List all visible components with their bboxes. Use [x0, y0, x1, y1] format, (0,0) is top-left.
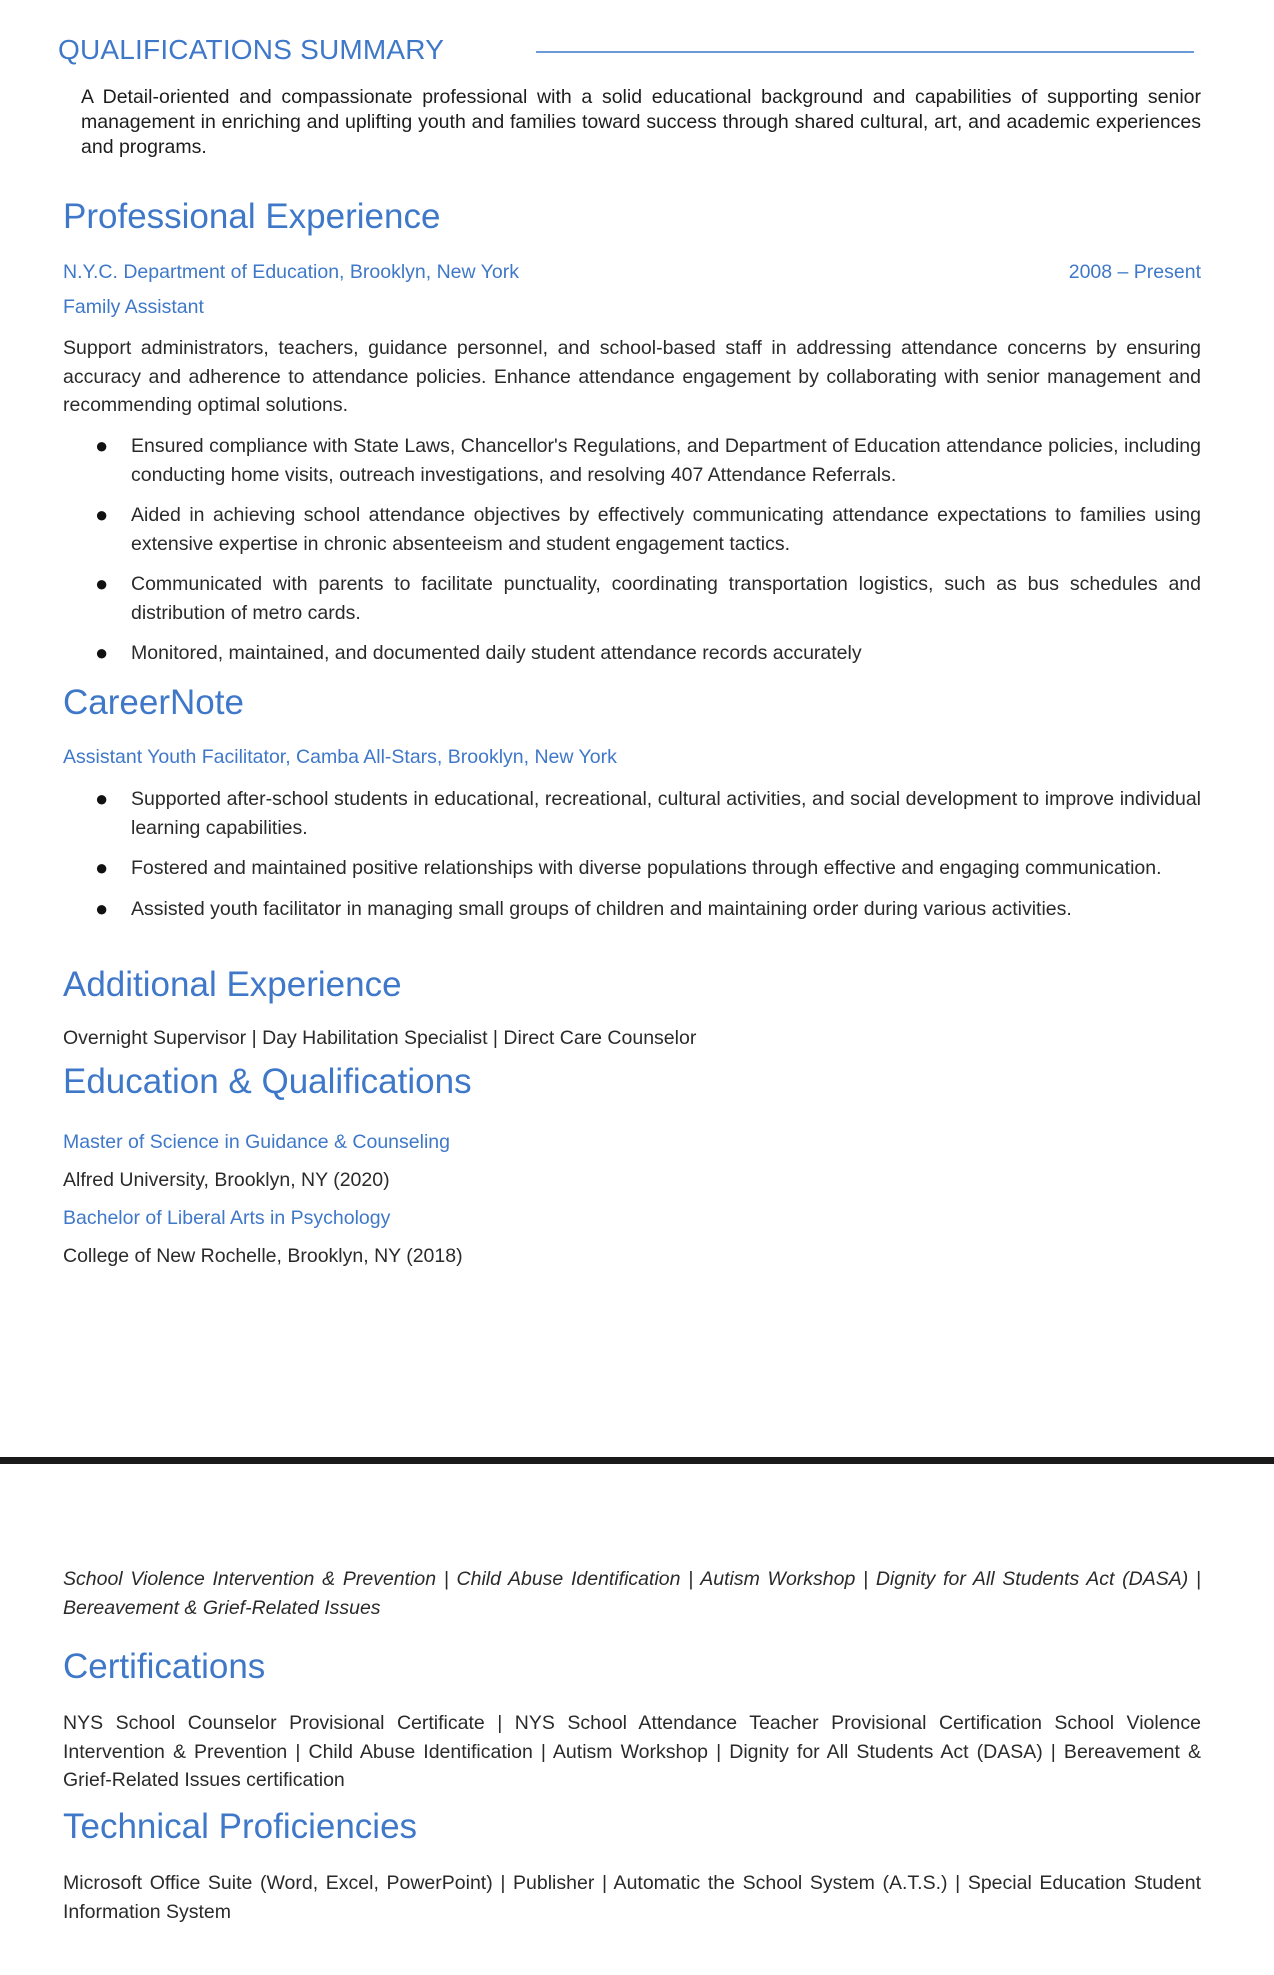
careernote-bullet-list	[63, 785, 1201, 935]
list-item	[63, 785, 1201, 842]
trainings-text: School Violence Intervention & Prevention | Child Abuse Identification | Autism Workshop | Dignity for All Students Act (DASA) | Bereavement & Grief-Related Issues	[63, 1568, 1201, 1619]
bullet-icon: ●	[95, 640, 109, 665]
employment-dates: 2008 – Present	[1068, 261, 1201, 283]
education-heading: Education & Qualifications	[63, 1062, 472, 1101]
list-item	[63, 432, 1201, 489]
careernote-role: Assistant Youth Facilitator, Camba All-Stars, Brooklyn, New York	[63, 746, 617, 768]
careernote-heading: CareerNote	[63, 683, 244, 722]
certifications-heading: Certifications	[63, 1647, 266, 1686]
school-name: College of New Rochelle, Brooklyn, NY (2018)	[63, 1245, 463, 1267]
degree-title: Bachelor of Liberal Arts in Psychology	[63, 1207, 391, 1229]
list-item	[63, 639, 1201, 668]
bullet-text: Monitored, maintained, and documented daily student attendance records accurately	[131, 642, 862, 664]
professional-experience-heading: Professional Experience	[63, 197, 441, 236]
additional-experience-text: Overnight Supervisor | Day Habilitation Specialist | Direct Care Counselor	[63, 1027, 697, 1049]
job-title: Family Assistant	[63, 296, 204, 318]
bullet-text: Supported after-school students in educational, recreational, cultural activities, and social development to improve individual learning capabilities.	[131, 788, 1201, 839]
bullet-icon: ●	[95, 855, 109, 880]
bullet-text: Assisted youth facilitator in managing small groups of children and maintaining order during various activities.	[131, 897, 1072, 920]
experience-bullet-list	[63, 432, 1201, 680]
bullet-text: Communicated with parents to facilitate punctuality, coordinating transportation logistics, such as bus schedules and distribution of metro cards.	[131, 573, 1201, 624]
technical-proficiencies-heading: Technical Proficiencies	[63, 1807, 418, 1846]
qualifications-summary-text: A Detail-oriented and compassionate professional with a solid educational background and capabilities of supporting senior management in enriching and uplifting youth and families toward success through shared cultural, art, and academic experiences and programs.	[81, 86, 1201, 158]
bullet-text: Ensured compliance with State Laws, Chancellor's Regulations, and Department of Education attendance policies, including conducting home visits, outreach investigations, and resolving 407 Attendance Referrals.	[131, 435, 1201, 486]
bullet-icon: ●	[95, 786, 109, 811]
bullet-icon: ●	[95, 502, 109, 527]
school-name: Alfred University, Brooklyn, NY (2020)	[63, 1169, 390, 1191]
qualifications-summary-heading: QUALIFICATIONS SUMMARY	[58, 34, 445, 65]
bullet-text: Aided in achieving school attendance objectives by effectively communicating attendance expectations to families using extensive expertise in chronic absenteeism and student engagement tactics.	[131, 504, 1201, 555]
degree-title: Master of Science in Guidance & Counseling	[63, 1131, 450, 1153]
list-item	[63, 895, 1201, 924]
technical-proficiencies-text: Microsoft Office Suite (Word, Excel, PowerPoint) | Publisher | Automatic the School System (A.T.S.) | Special Education Student Information System	[63, 1872, 1201, 1923]
bullet-icon: ●	[95, 433, 109, 458]
page-divider	[0, 1457, 1274, 1464]
bullet-icon: ●	[95, 895, 109, 921]
bullet-icon: ●	[95, 571, 109, 596]
additional-experience-heading: Additional Experience	[63, 965, 402, 1004]
list-item	[63, 570, 1201, 627]
bullet-text: Fostered and maintained positive relationships with diverse populations through effective and engaging communication.	[131, 857, 1162, 879]
experience-summary: Support administrators, teachers, guidance personnel, and school-based staff in addressing attendance concerns by ensuring accuracy and adherence to attendance policies. Enhance attendance engagement by collaborating with senior management and recommending optimal solutions.	[63, 337, 1201, 416]
certifications-text: NYS School Counselor Provisional Certificate | NYS School Attendance Teacher Provisional Certification School Violence Intervention & Prevention | Child Abuse Identification | Autism Workshop | Dignity for All Students Act (DASA) | Bereavement & Grief-Related Issues certification	[63, 1712, 1201, 1791]
list-item	[63, 854, 1201, 883]
employer-name: N.Y.C. Department of Education, Brooklyn, New York	[63, 261, 519, 283]
heading-rule	[536, 51, 1194, 53]
list-item	[63, 501, 1201, 558]
